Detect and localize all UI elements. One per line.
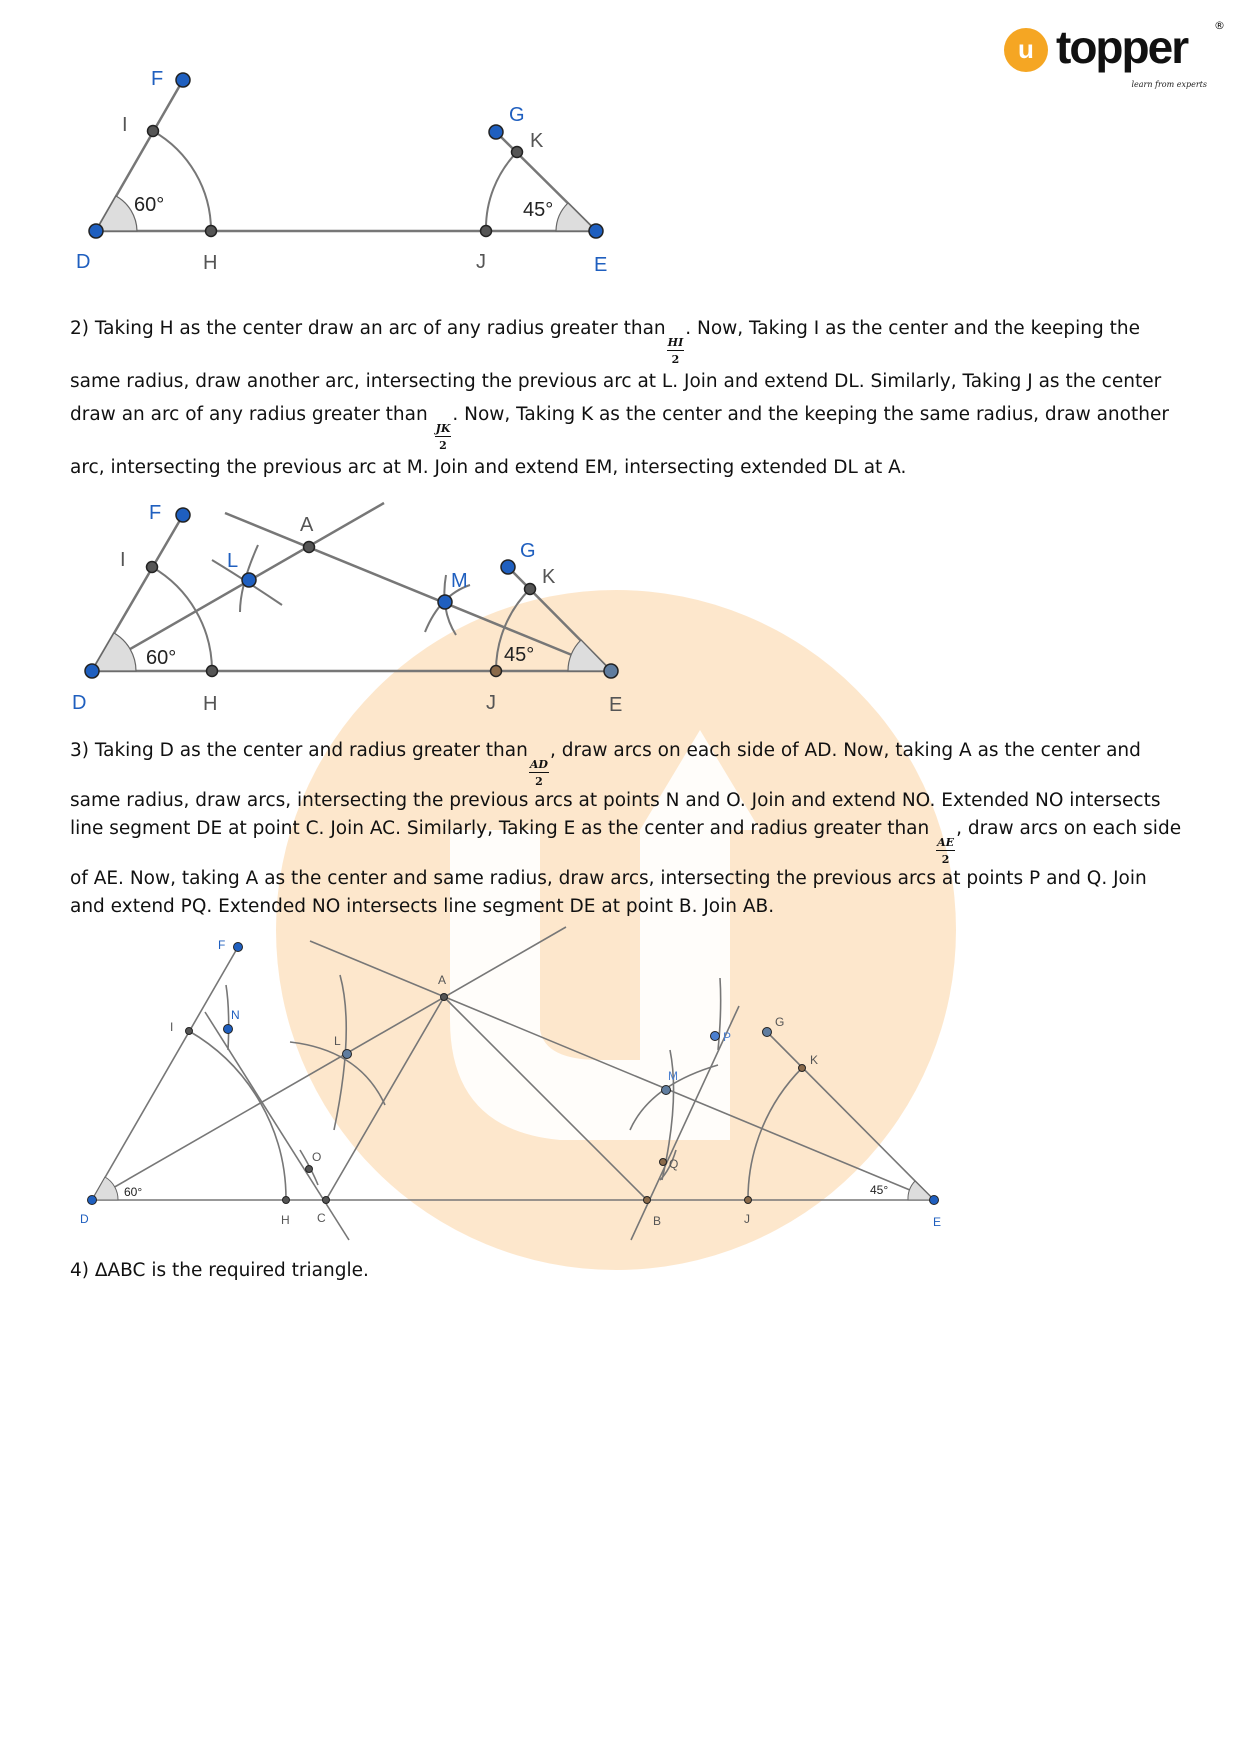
point-e [930, 1196, 939, 1205]
label-k: K [542, 566, 556, 588]
label-h: H [281, 1213, 290, 1227]
label-l: L [227, 550, 239, 572]
label-l: L [334, 1034, 341, 1048]
point-d [89, 224, 103, 238]
point-k [525, 584, 536, 595]
point-l [242, 573, 256, 587]
angle-45-label: 45° [504, 644, 535, 666]
point-k [512, 147, 523, 158]
step-3-part-1: 3) Taking D as the center and radius greater than [70, 740, 528, 761]
label-e: E [933, 1215, 942, 1229]
step-3-part-3: , draw arcs on each side of AE. Now, taking A as the center and same radius, draw arcs, intersecting the previous arcs at points P and Q. Join and extend PQ. Extended NO intersects line segment DE at point B. Join AB. [70, 818, 1182, 917]
point-i [186, 1028, 193, 1035]
label-f: F [151, 68, 164, 90]
point-i [148, 126, 159, 137]
point-k [799, 1065, 806, 1072]
step-3-part-2: , draw arcs on each side of AD. Now, taking A as the center and same radius, draw arcs, intersecting the previous arcs at points N and O. Join and extend NO. Extended NO intersects line segment DE at point C. Join AC. Similarly, Taking E as the center and radius greater than [70, 740, 1161, 839]
label-f: F [149, 502, 162, 524]
point-d [85, 664, 99, 678]
fraction-ad-over-2 [529, 759, 549, 787]
label-n: N [231, 1008, 240, 1022]
label-b: B [653, 1214, 662, 1228]
label-p: P [723, 1030, 732, 1044]
point-n [224, 1025, 233, 1034]
utopper-logo [1000, 20, 1225, 96]
point-i [147, 562, 158, 573]
label-c: C [317, 1211, 326, 1225]
logo-tagline: learn from experts [1131, 80, 1207, 89]
label-i: I [120, 549, 126, 571]
logo-name: topper [1056, 21, 1188, 73]
label-i: I [122, 114, 128, 136]
step-2-part-3: . Now, Taking K as the center and the keeping the same radius, draw another arc, intersecting the previous arc at M. Join and extend EM, intersecting extended DL at A. [70, 404, 1169, 478]
step-4-text: 4) ΔABC is the required triangle. [70, 1260, 369, 1281]
point-q [660, 1159, 667, 1166]
label-h: H [203, 693, 218, 715]
fraction-denominator: 2 [941, 853, 950, 866]
label-d: D [80, 1212, 89, 1226]
logo-mark: u [1004, 28, 1048, 72]
point-m [438, 595, 452, 609]
point-l [343, 1050, 352, 1059]
label-i: I [170, 1020, 174, 1034]
angle-60-label: 60° [124, 1185, 143, 1199]
angle-45-label: 45° [870, 1183, 889, 1197]
point-a [441, 994, 448, 1001]
point-d [88, 1196, 97, 1205]
label-f: F [218, 938, 226, 952]
fraction-denominator: 2 [671, 353, 680, 366]
fraction-denominator: 2 [439, 439, 447, 452]
figure-2-construction [0, 480, 700, 730]
point-o [306, 1166, 313, 1173]
fraction-ae-over-2 [936, 837, 955, 865]
figure-3-construction [0, 920, 1000, 1250]
point-e [604, 664, 618, 678]
point-f [176, 508, 190, 522]
angle-45-label: 45° [523, 199, 554, 221]
fraction-numerator: JK [435, 422, 451, 435]
label-e: E [609, 694, 623, 716]
point-g [489, 125, 503, 139]
label-a: A [438, 973, 447, 987]
label-j: J [476, 251, 486, 273]
label-a: A [300, 514, 314, 536]
step-2-part-1: 2) Taking H as the center draw an arc of any radius greater than [70, 318, 666, 339]
fraction-denominator: 2 [535, 775, 543, 788]
angle-60-label: 60° [134, 194, 165, 216]
label-o: O [312, 1150, 322, 1164]
label-k: K [530, 130, 544, 152]
label-e: E [594, 254, 608, 276]
fraction-numerator: AD [529, 758, 548, 771]
label-q: Q [669, 1157, 679, 1171]
point-p [711, 1032, 720, 1041]
point-j [745, 1197, 752, 1204]
point-b [644, 1197, 651, 1204]
point-h [283, 1197, 290, 1204]
label-m: M [451, 570, 468, 592]
registered-mark: ® [1214, 19, 1225, 32]
point-f [176, 73, 190, 87]
label-m: M [668, 1069, 678, 1083]
fraction-hi-over-2 [667, 337, 685, 365]
point-h [206, 226, 217, 237]
step-3-text [70, 737, 1185, 921]
point-j [481, 226, 492, 237]
point-g [501, 560, 515, 574]
label-j: J [486, 692, 496, 714]
point-c [323, 1197, 330, 1204]
step-2-part-2: . Now, Taking I as the center and the keeping the same radius, draw another arc, intersecting the previous arc at L. Join and extend DL. Similarly, Taking J as the center draw an arc of any radius greater than [70, 318, 1162, 425]
label-j: J [744, 1212, 750, 1226]
point-a [304, 542, 315, 553]
figure-1-construction [0, 0, 700, 290]
label-d: D [72, 692, 87, 714]
point-j [491, 666, 502, 677]
point-e [589, 224, 603, 238]
point-f [234, 943, 243, 952]
label-g: G [520, 540, 536, 562]
label-g: G [509, 104, 525, 126]
label-h: H [203, 252, 218, 274]
fraction-numerator: AE [937, 836, 955, 849]
label-d: D [76, 251, 91, 273]
fraction-jk-over-2 [435, 423, 452, 451]
point-g [763, 1028, 772, 1037]
angle-60-label: 60° [146, 647, 177, 669]
label-k: K [810, 1053, 819, 1067]
point-h [207, 666, 218, 677]
point-m [662, 1086, 671, 1095]
step-2-text [70, 312, 1185, 484]
fraction-numerator: HI [667, 336, 684, 349]
label-g: G [775, 1015, 785, 1029]
